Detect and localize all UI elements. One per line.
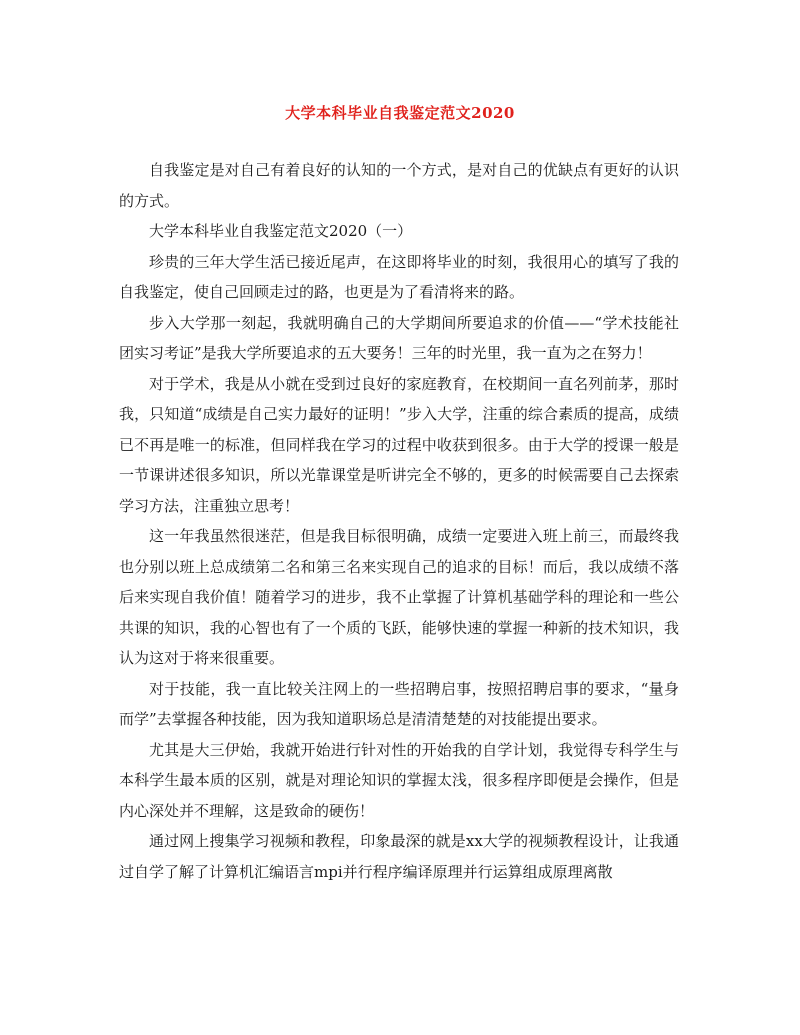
document-title: 大学本科毕业自我鉴定范文2020 xyxy=(285,104,515,122)
paragraph: 珍贵的三年大学生活已接近尾声，在这即将毕业的时刻，我很用心的填写了我的自我鉴定，使自己回顾走过的路，也更是为了看清将来的路。 xyxy=(119,252,679,301)
section-heading: 大学本科毕业自我鉴定范文2020（一） xyxy=(149,222,413,240)
paragraph: 这一年我虽然很迷茫，但是我目标很明确，成绩一定要进入班上前三，而最终我也分别以班上总成绩第二名和第三名来实现自己的追求的目标！而后，我以成绩不落后来实现自我价值！随着学习的进步，我不止掌握了计算机基础学科的理论和一些公共课的知识，我的心智也有了一个质的飞跃，能够快速的掌握一种新的技术知识，我认为这对于将来很重要。 xyxy=(119,527,679,667)
paragraph: 通过网上搜集学习视频和教程，印象最深的就是xx大学的视频教程设计，让我通过自学了解了计算机汇编语言mpi并行程序编译原理并行运算组成原理离散 xyxy=(119,832,679,881)
paragraph: 对于学术，我是从小就在受到过良好的家庭教育，在校期间一直名列前茅，那时我，只知道“成绩是自己实力最好的证明！”步入大学，注重的综合素质的提高，成绩已不再是唯一的标准，但同样我在学习的过程中收获到很多。由于大学的授课一般是一节课讲述很多知识，所以光靠课堂是听讲完全不够的，更多的时候需要自己去探索学习方法，注重独立思考！ xyxy=(119,374,679,515)
paragraph: 步入大学那一刻起，我就明确自己的大学期间所要追求的价值——“学术技能社团实习考证”是我大学所要追求的五大要务！三年的时光里，我一直为之在努力！ xyxy=(119,313,679,362)
paragraph: 尤其是大三伊始，我就开始进行针对性的开始我的自学计划，我觉得专科学生与本科学生最本质的区别，就是对理论知识的掌握太浅，很多程序即便是会操作，但是内心深处并不理解，这是致命的硬伤！ xyxy=(119,740,679,820)
paragraph: 对于技能，我一直比较关注网上的一些招聘启事，按照招聘启事的要求，“量身而学”去掌握各种技能，因为我知道职场总是清清楚楚的对技能提出要求。 xyxy=(119,679,679,728)
document-body xyxy=(119,155,679,887)
paragraph: 自我鉴定是对自己有着良好的认知的一个方式，是对自己的优缺点有更好的认识的方式。 xyxy=(119,161,679,210)
